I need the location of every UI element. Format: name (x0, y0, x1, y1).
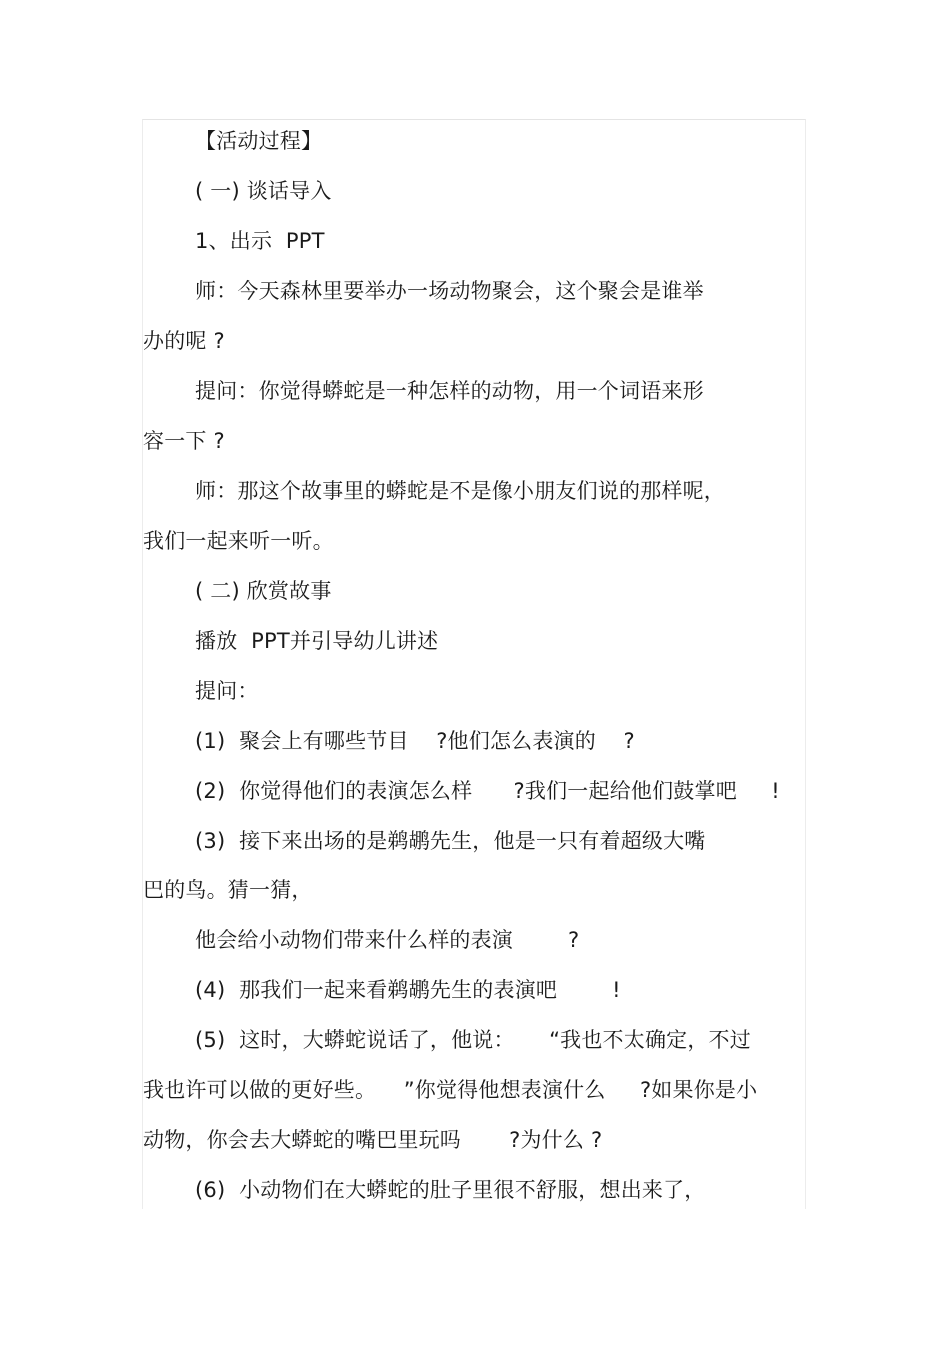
question-item-3-line-a: (3) 接下来出场的是鹈鹕先生，他是一只有着超级大嘴 (195, 829, 706, 853)
question-item-4: (4) 那我们一起来看鹈鹕先生的表演吧 ! (195, 978, 621, 1002)
part1-heading: ( 一) 谈话导入 (195, 179, 332, 203)
teacher2-line-a: 师：那这个故事里的蟒蛇是不是像小朋友们说的那样呢， (195, 479, 725, 503)
question-item-6: (6) 小动物们在大蟒蛇的肚子里很不舒服，想出来了， (195, 1178, 706, 1202)
question1-line-b: 容一下 ? (143, 429, 225, 453)
question-item-3-line-c: 他会给小动物们带来什么样的表演 ? (195, 928, 580, 952)
play-text: 播放 PPT并引导幼儿讲述 (195, 629, 439, 653)
question-item-3-line-b: 巴的鸟。猜一猜， (143, 878, 313, 902)
teacher1-line-a: 师：今天森林里要举办一场动物聚会，这个聚会是谁举 (195, 279, 704, 303)
step1-text: 1、出示 PPT (195, 229, 325, 253)
ask-label: 提问： (195, 679, 259, 703)
question-item-1: (1) 聚会上有哪些节目 ?他们怎么表演的 ? (195, 729, 635, 753)
question-item-5-line-a: (5) 这时，大蟒蛇说话了，他说： “我也不太确定，不过 (195, 1028, 751, 1052)
teacher1-line-b: 办的呢 ? (143, 329, 225, 353)
question-item-5-line-b: 我也许可以做的更好些。 ”你觉得他想表演什么 ?如果你是小 (143, 1078, 758, 1102)
question1-line-a: 提问：你觉得蟒蛇是一种怎样的动物，用一个词语来形 (195, 379, 704, 403)
teacher2-line-b: 我们一起来听一听。 (143, 529, 334, 553)
section-title: 【活动过程】 (195, 129, 323, 153)
question-item-5-line-c: 动物，你会去大蟒蛇的嘴巴里玩吗 ?为什么 ? (143, 1128, 603, 1152)
question-item-2: (2) 你觉得他们的表演怎么样 ?我们一起给他们鼓掌吧 ! (195, 779, 780, 803)
part2-heading: ( 二) 欣赏故事 (195, 579, 332, 603)
